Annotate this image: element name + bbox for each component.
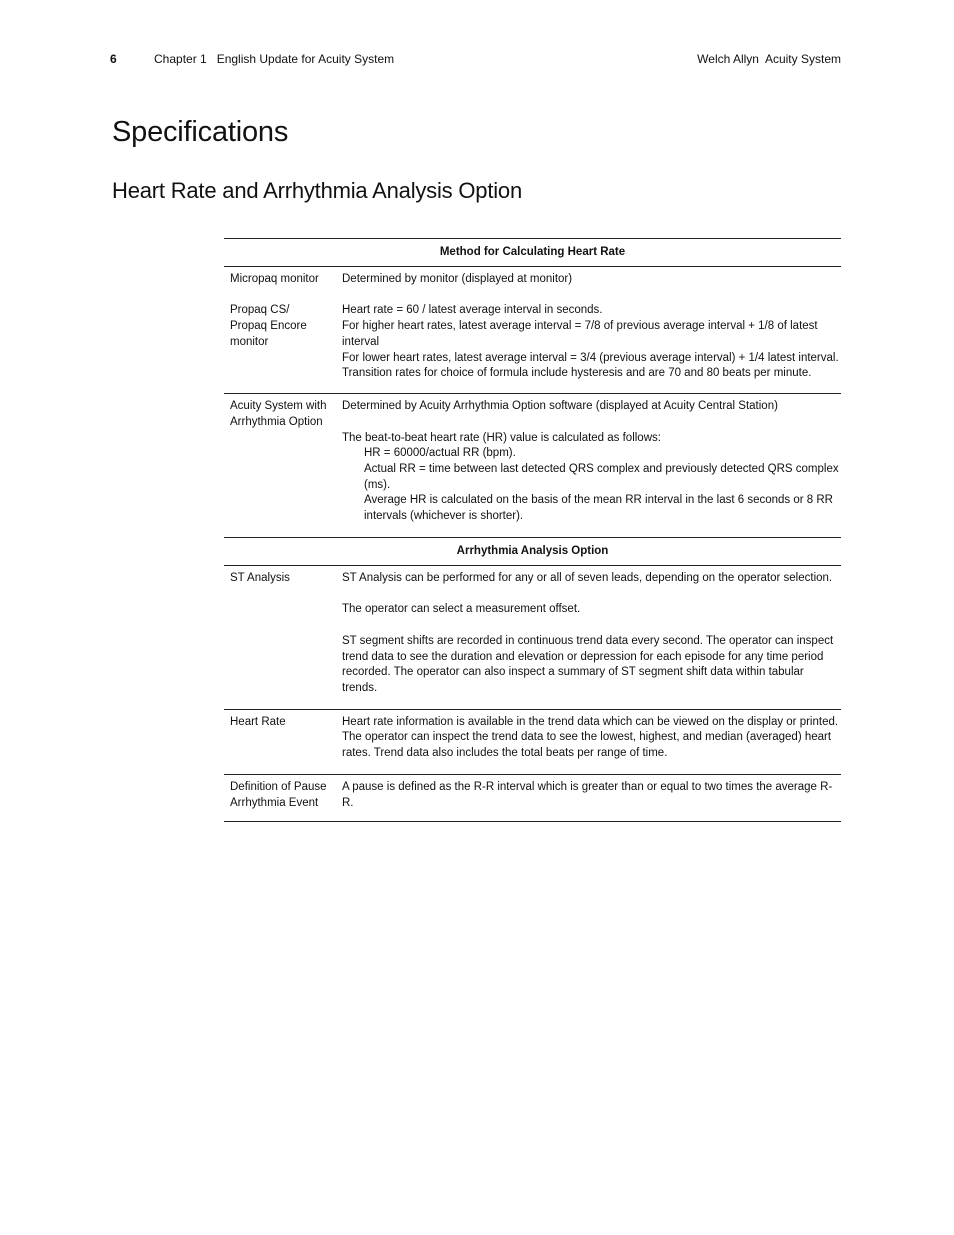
page-title: Specifications <box>112 116 289 148</box>
row-label-acuity <box>224 399 342 525</box>
table-section-header-heart-rate-method: Method for Calculating Heart Rate <box>224 238 841 267</box>
label-line: Arrhythmia Option <box>230 415 323 428</box>
row-desc-acuity <box>342 399 841 525</box>
row-desc-st-analysis <box>342 571 841 697</box>
desc-paragraph: ST Analysis can be performed for any or all of seven leads, depending on the operator selection. <box>342 571 833 584</box>
row-label-heart-rate: Heart Rate <box>230 715 286 728</box>
row-desc-heart-rate: Heart rate information is available in the trend data which can be viewed on the display or printed. The operator can inspect the trend data to see the lowest, highest, and median (averaged) heart rates. Trend data also includes the total beats per range of time. <box>342 715 839 760</box>
table-row-pause <box>224 775 841 822</box>
specifications-table <box>224 238 841 822</box>
desc-line: Heart rate = 60 / latest average interval in seconds. <box>342 304 603 317</box>
product-name: Welch Allyn Acuity System <box>697 52 841 66</box>
table-row-st-analysis <box>224 566 841 710</box>
table-section-header-arrhythmia: Arrhythmia Analysis Option <box>224 538 841 566</box>
desc-line: For lower heart rates, latest average interval = 3/4 (previous average interval) + 1/4 latest interval. <box>342 351 839 364</box>
row-label-st-analysis: ST Analysis <box>230 571 290 584</box>
label-line: Propaq Encore <box>230 320 307 333</box>
label-line: monitor <box>230 335 269 348</box>
desc-line: Determined by Acuity Arrhythmia Option software (displayed at Acuity Central Station) <box>342 399 778 412</box>
label-line: Acuity System with <box>230 399 327 412</box>
desc-indented-line: HR = 60000/actual RR (bpm). <box>364 447 516 460</box>
desc-paragraph: The operator can select a measurement offset. <box>342 603 581 616</box>
desc-indented-line: Actual RR = time between last detected QRS complex and previously detected QRS complex (ms). <box>364 463 839 491</box>
desc-indented-line: Average HR is calculated on the basis of the mean RR interval in the last 6 seconds or 8 RR intervals (whichever is shorter). <box>364 494 833 523</box>
desc-line: For higher heart rates, latest average interval = 7/8 of previous average interval + 1/8 of latest interval <box>342 320 818 348</box>
table-row-propaq <box>224 303 841 382</box>
chapter-title: Chapter 1 English Update for Acuity System <box>154 52 395 66</box>
row-desc-propaq <box>342 303 841 382</box>
row-label-micropaq: Micropaq monitor <box>230 272 319 285</box>
row-label-pause <box>224 780 342 811</box>
row-desc-pause: A pause is defined as the R-R interval which is greater than or equal to two times the average R-R. <box>342 780 833 809</box>
row-label-propaq <box>224 303 342 382</box>
desc-line: The beat-to-beat heart rate (HR) value is calculated as follows: <box>342 431 661 444</box>
section-title: Heart Rate and Arrhythmia Analysis Option <box>112 178 523 203</box>
table-row-acuity <box>224 394 841 538</box>
desc-paragraph: ST segment shifts are recorded in continuous trend data every second. The operator can inspect trend data to see the duration and elevation or depression for each episode for any time period recorded. The operator can also inspect a summary of ST segment shift data within tabular trends. <box>342 634 834 695</box>
label-line: Arrhythmia Event <box>230 796 319 809</box>
desc-line: Transition rates for choice of formula include hysteresis and are 70 and 80 beats per minute. <box>342 367 812 380</box>
label-line: Definition of Pause <box>230 780 327 793</box>
row-desc-micropaq: Determined by monitor (displayed at monitor) <box>342 272 573 285</box>
label-line: Propaq CS/ <box>230 304 290 317</box>
table-row-micropaq <box>224 272 841 288</box>
table-row-monitors <box>224 267 841 394</box>
page-number: 6 <box>110 52 117 66</box>
table-row-heart-rate <box>224 710 841 775</box>
